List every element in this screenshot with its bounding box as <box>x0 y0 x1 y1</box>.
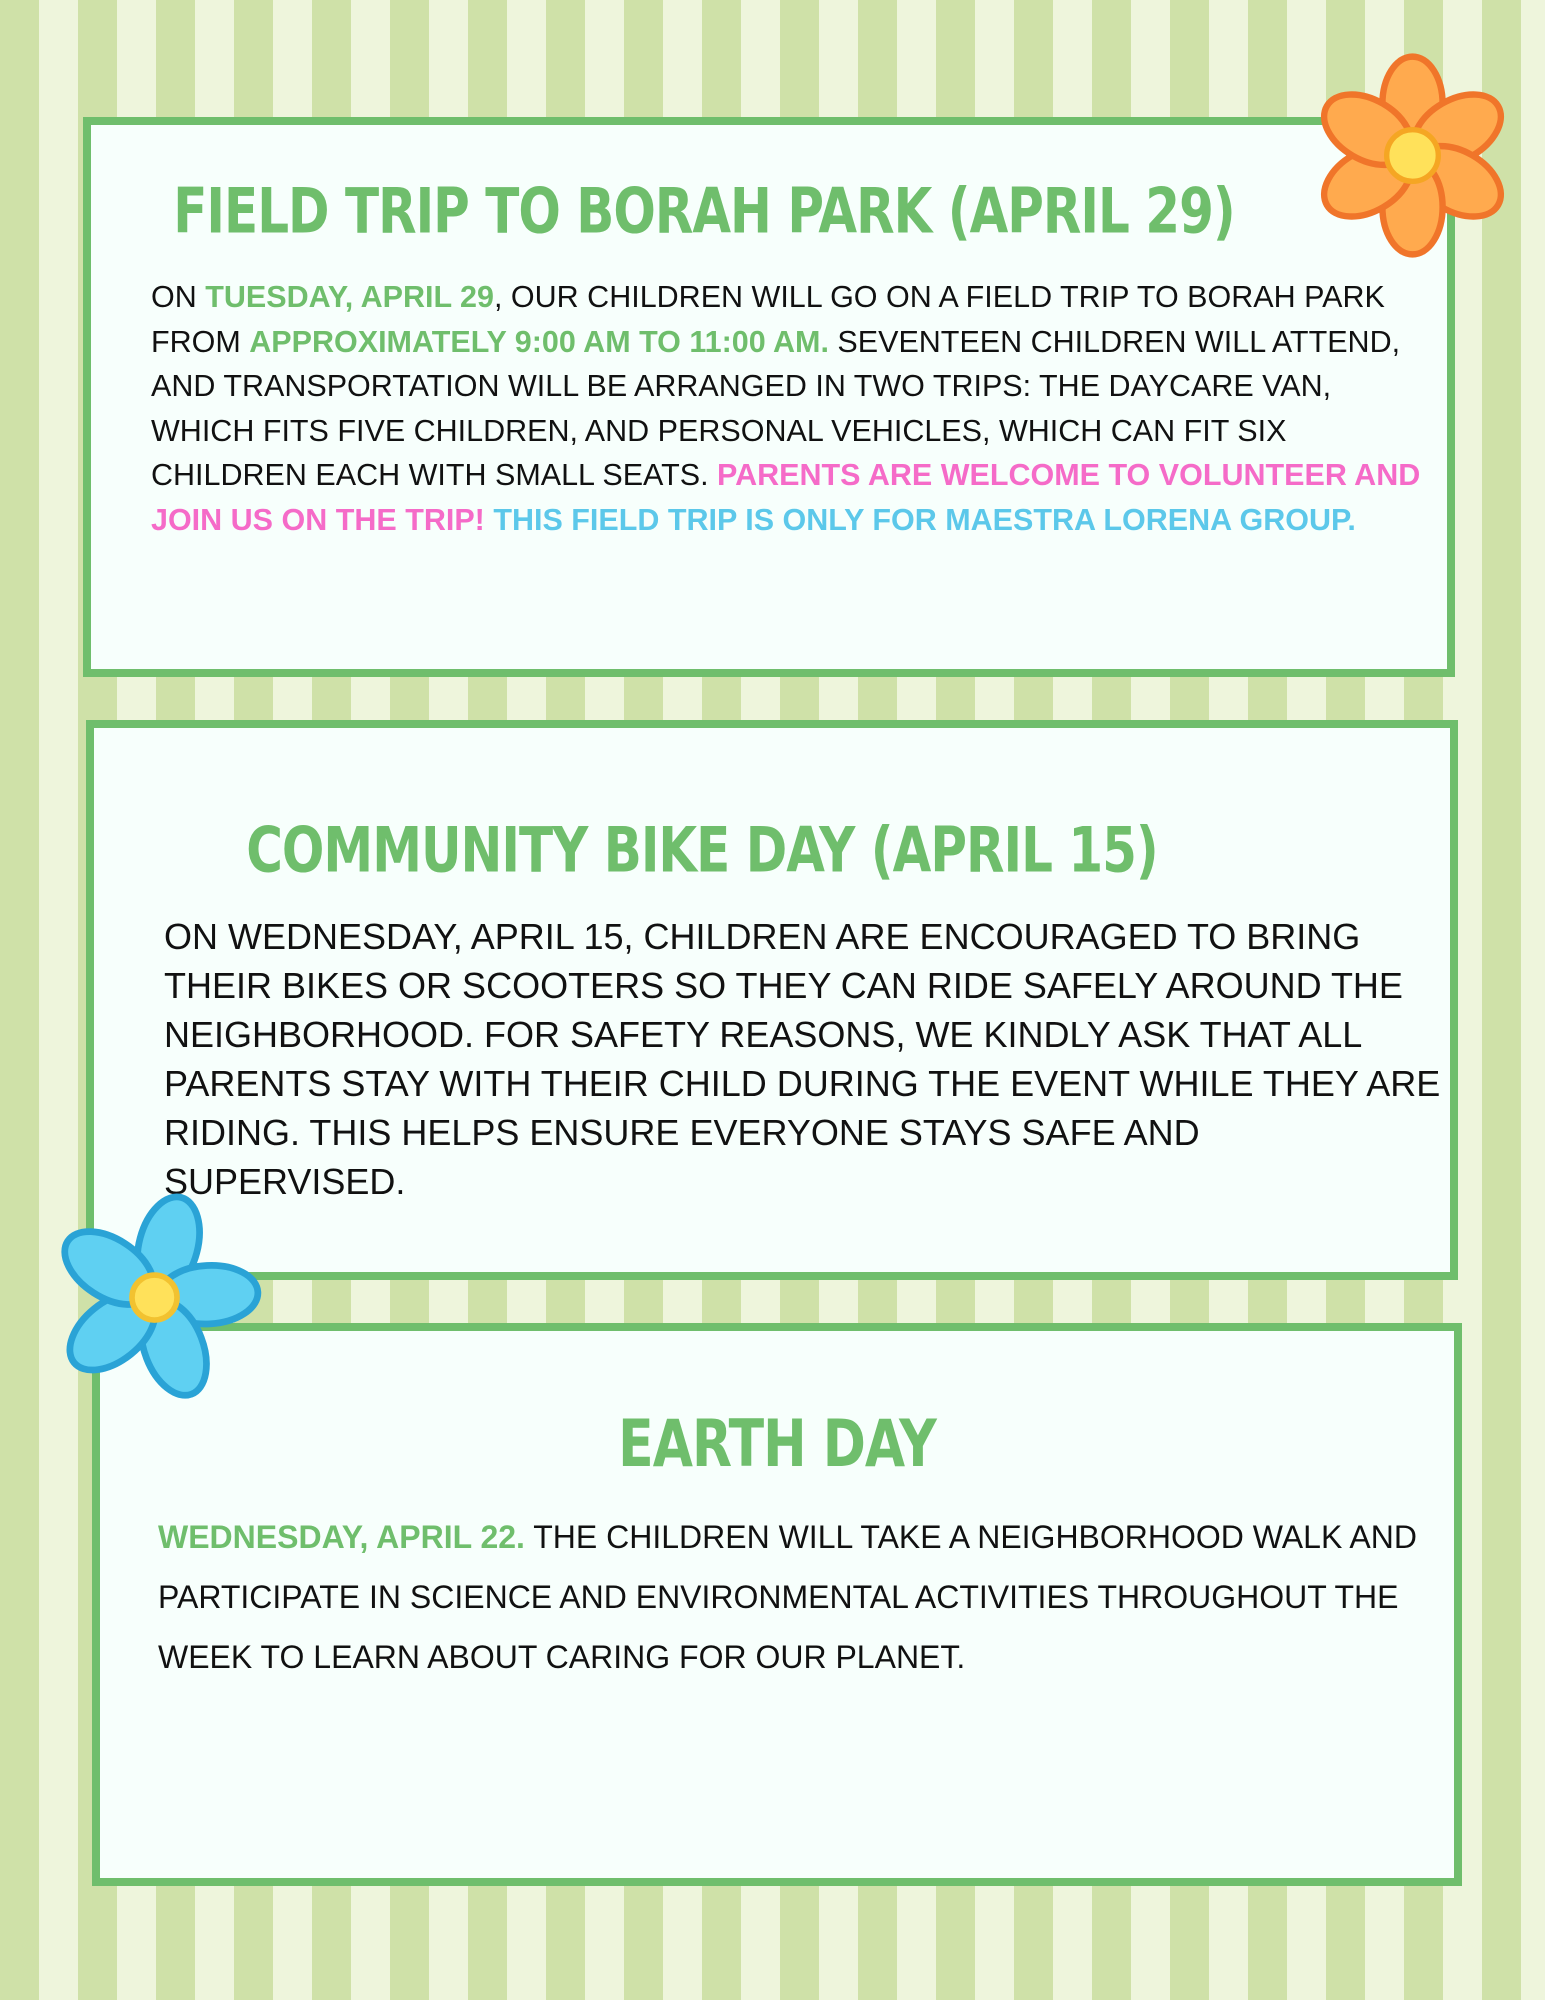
earth-day-body-text: THE CHILDREN WILL TAKE A NEIGHBORHOOD WALK AND PARTICIPATE IN SCIENCE AND ENVIRONMENTAL ACTIVITIES THROUGHOUT THE WEEK TO LEARN ABOUT CARING FOR OUR PLANET. <box>158 1519 1417 1675</box>
field-trip-time: APPROXIMATELY 9:00 AM TO 11:00 AM. <box>249 324 829 359</box>
group-note: THIS FIELD TRIP IS ONLY FOR MAESTRA LORENA GROUP. <box>493 502 1356 537</box>
field-trip-panel <box>83 117 1455 677</box>
field-trip-title: FIELD TRIP TO BORAH PARK (APRIL 29) <box>173 175 1235 248</box>
bike-day-panel <box>86 720 1458 1280</box>
earth-day-title: EARTH DAY <box>618 1407 936 1482</box>
earth-day-date: WEDNESDAY, APRIL 22. <box>158 1519 525 1555</box>
field-trip-body-text: ON <box>151 280 206 314</box>
field-trip-body-text: , OUR CHILDREN WILL GO ON A FIELD TRIP TO BORAH PARK FROM <box>151 280 1385 359</box>
bike-day-title: COMMUNITY BIKE DAY (APRIL 15) <box>246 814 1158 887</box>
field-trip-body-text: SEVENTEEN CHILDREN WILL ATTEND, AND TRANSPORTATION WILL BE ARRANGED IN TWO TRIPS: THE DAYCARE VAN, WHICH FITS FIVE CHILDREN, AND PERSONAL VEHICLES, WHICH CAN FIT SIX CHILDREN EACH WITH SMALL SEATS. <box>151 324 1401 492</box>
orange-flower-icon <box>1305 48 1520 263</box>
field-trip-date: TUESDAY, APRIL 29 <box>205 280 494 314</box>
bike-day-body: ON WEDNESDAY, APRIL 15, CHILDREN ARE ENCOURAGED TO BRING THEIR BIKES OR SCOOTERS SO THEY CAN RIDE SAFELY AROUND THE NEIGHBORHOOD. FOR SAFETY REASONS, WE KINDLY ASK THAT ALL PARENTS STAY WITH THEIR CHILD DURING THE EVENT WHILE THEY ARE RIDING. THIS HELPS ENSURE EVERYONE STAYS SAFE AND SUPERVISED. <box>164 916 1441 1202</box>
earth-day-body <box>158 1507 1438 1687</box>
field-trip-body <box>151 275 1421 542</box>
earth-day-panel <box>92 1323 1462 1886</box>
blue-flower-icon <box>42 1185 267 1410</box>
volunteer-note: PARENTS ARE WELCOME TO VOLUNTEER AND JOIN US ON THE TRIP! <box>151 458 1421 537</box>
